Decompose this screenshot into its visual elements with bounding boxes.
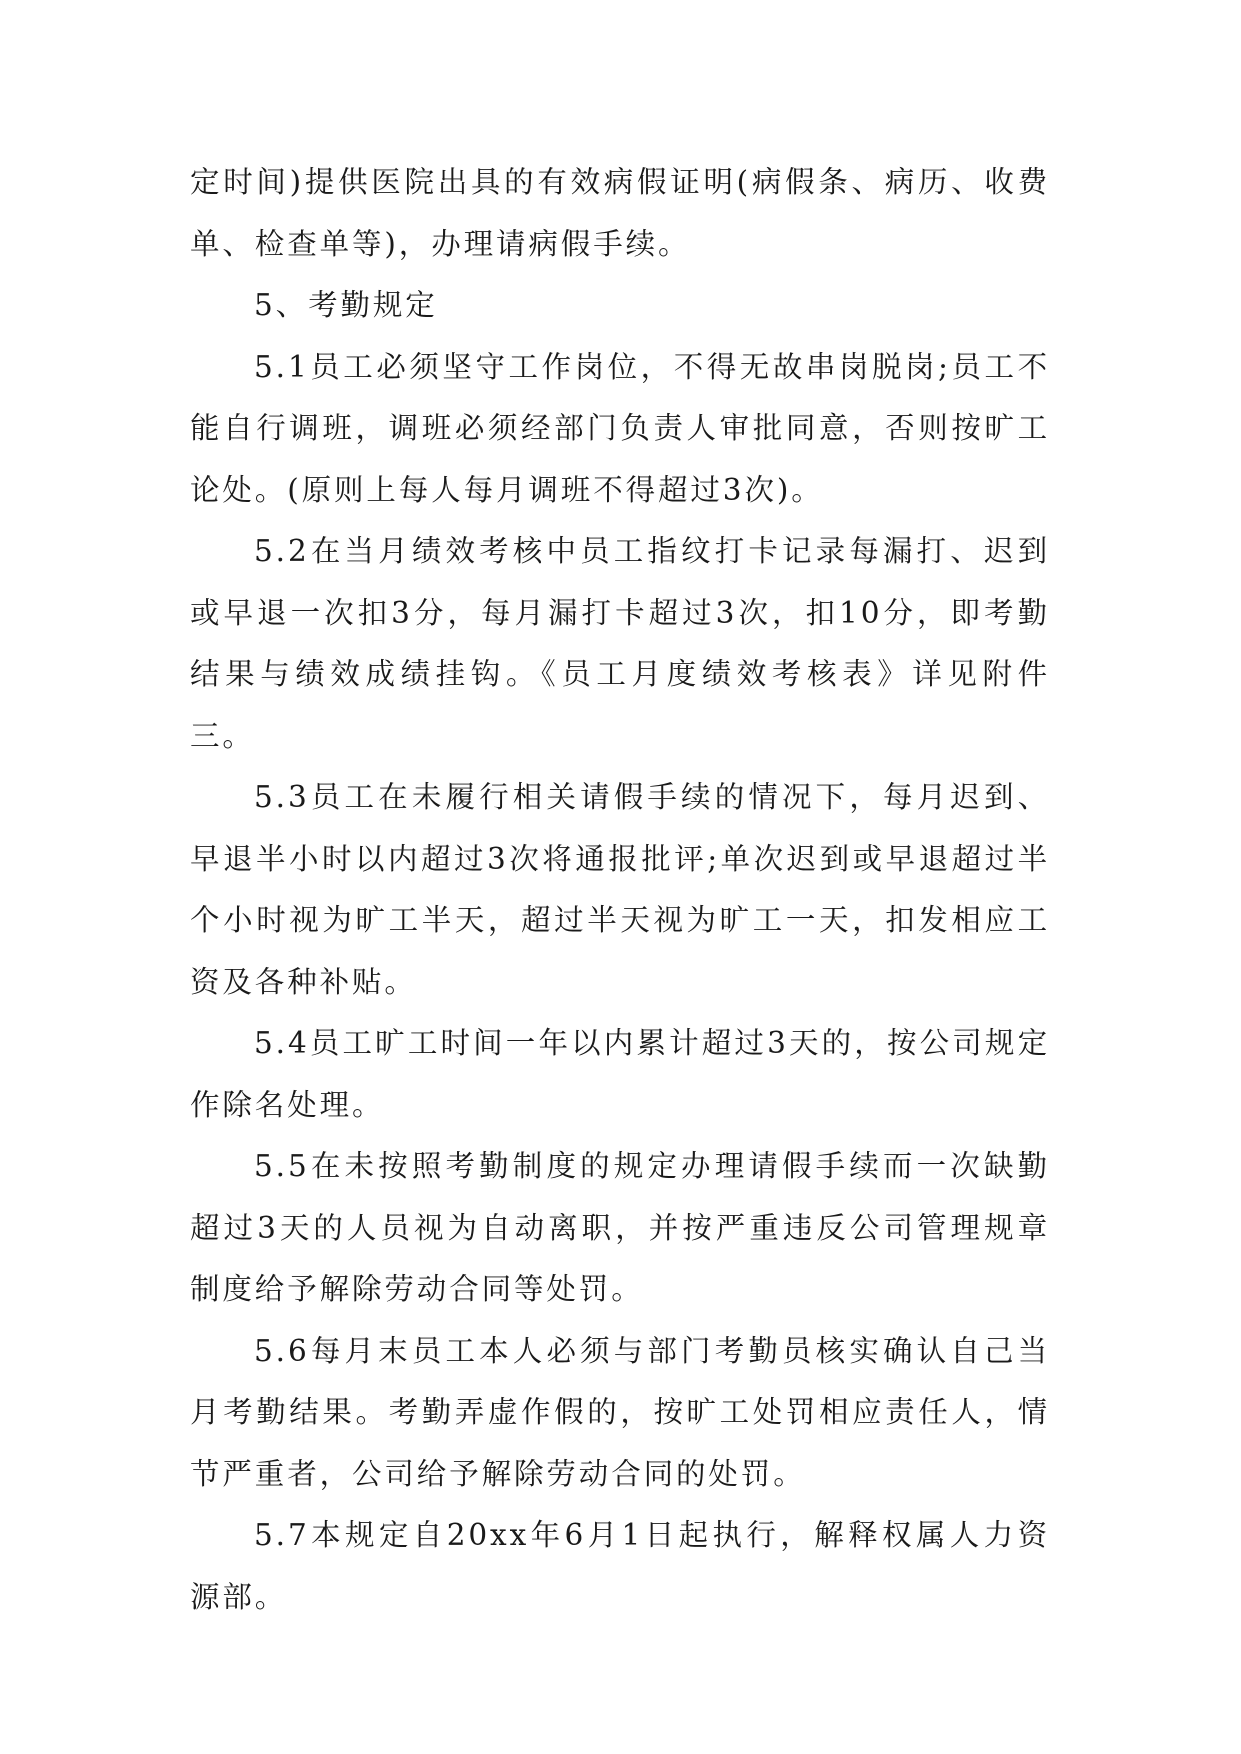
paragraph-rule-5-1: 5.1员工必须坚守工作岗位，不得无故串岗脱岗;员工不能自行调班，调班必须经部门负责人审批同意，否则按旷工论处。(原则上每人每月调班不得超过3次)。 — [190, 349, 1050, 507]
paragraph-rule-5-2: 5.2在当月绩效考核中员工指纹打卡记录每漏打、迟到或早退一次扣3分，每月漏打卡超过3次，扣10分，即考勤结果与绩效成绩挂钩。《员工月度绩效考核表》详见附件三。 — [190, 534, 1050, 753]
paragraph-rule-5-4: 5.4员工旷工时间一年以内累计超过3天的，按公司规定作除名处理。 — [190, 1026, 1050, 1122]
paragraph-rule-5-5: 5.5在未按照考勤制度的规定办理请假手续而一次缺勤超过3天的人员视为自动离职，并按严重违反公司管理规章制度给予解除劳动合同等处罚。 — [190, 1149, 1050, 1306]
paragraph-rule-5-6: 5.6每月末员工本人必须与部门考勤员核实确认自己当月考勤结果。考勤弄虚作假的，按旷工处罚相应责任人，情节严重者，公司给予解除劳动合同的处罚。 — [190, 1333, 1050, 1491]
paragraph-sick-leave-continued: 定时间)提供医院出具的有效病假证明(病假条、病历、收费单、检查单等)，办理请病假手续。 — [190, 165, 1050, 261]
section-heading-attendance-rules: 5、考勤规定 — [254, 288, 438, 322]
document-body — [190, 152, 1050, 1628]
paragraph-rule-5-7: 5.7本规定自20xx年6月1日起执行，解释权属人力资源部。 — [190, 1518, 1050, 1614]
paragraph-rule-5-3: 5.3员工在未履行相关请假手续的情况下，每月迟到、早退半小时以内超过3次将通报批评;单次迟到或早退超过半个小时视为旷工半天，超过半天视为旷工一天，扣发相应工资及各种补贴。 — [190, 780, 1050, 999]
